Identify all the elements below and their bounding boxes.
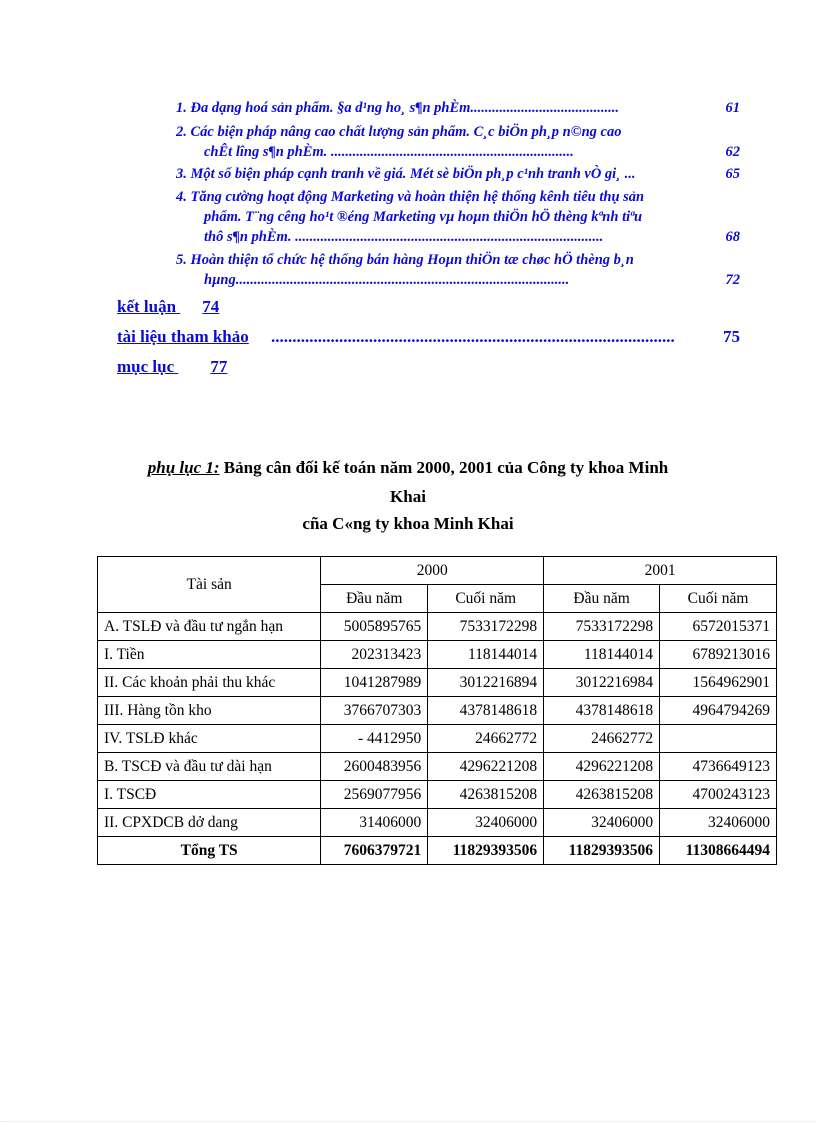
cell-value: 7533172298 bbox=[544, 613, 660, 641]
cell-value: 5005895765 bbox=[321, 613, 428, 641]
row-label: I. Tiền bbox=[98, 641, 321, 669]
table-row bbox=[98, 697, 777, 725]
toc-entry-text: chÊt lîng s¶n phÈm. ................................................................... bbox=[204, 144, 574, 160]
appendix-subtitle: cña C«ng ty khoa Minh Khai bbox=[302, 514, 514, 533]
toc-top-label: kết luận bbox=[117, 297, 177, 316]
toc-top-page: 77 bbox=[210, 357, 228, 376]
appendix-title bbox=[0, 456, 816, 480]
column-subheader: Cuối năm bbox=[660, 585, 777, 613]
toc-entry-text: 2. Các biện pháp nâng cao chất lượng sản phẩm. C¸c biÖn ph¸p n©ng cao bbox=[176, 124, 622, 140]
column-header-year: 2000 bbox=[321, 557, 544, 585]
cell-value: 1564962901 bbox=[660, 669, 777, 697]
toc-entry-text: 4. Tăng cường hoạt động Marketing và hoàn thiện hệ thống kênh tiêu thụ sản bbox=[176, 189, 645, 205]
toc-top-label: mục lục bbox=[117, 357, 175, 376]
table-row bbox=[98, 641, 777, 669]
table-total-row bbox=[98, 837, 777, 865]
balance-sheet-table bbox=[97, 556, 777, 865]
cell-value: 6789213016 bbox=[660, 641, 777, 669]
total-value: 7606379721 bbox=[321, 837, 428, 865]
cell-value: 32406000 bbox=[428, 809, 544, 837]
cell-value: 4296221208 bbox=[428, 753, 544, 781]
appendix-title-line1: Bảng cân đối kế toán năm 2000, 2001 của Công ty khoa Minh bbox=[219, 458, 669, 477]
toc-item-ket-luan[interactable] bbox=[117, 296, 237, 318]
toc-page-number: 65 bbox=[725, 166, 740, 182]
table-row bbox=[98, 809, 777, 837]
cell-value: 24662772 bbox=[428, 725, 544, 753]
row-label: III. Hàng tồn kho bbox=[98, 697, 321, 725]
cell-value: 202313423 bbox=[321, 641, 428, 669]
cell-value: 3766707303 bbox=[321, 697, 428, 725]
cell-value: 2600483956 bbox=[321, 753, 428, 781]
row-label: I. TSCĐ bbox=[98, 781, 321, 809]
toc-item-tai-lieu-tham-khao[interactable] bbox=[117, 326, 740, 348]
column-subheader: Đầu năm bbox=[544, 585, 660, 613]
toc-page-number: 72 bbox=[725, 272, 740, 288]
toc-entry-text: 3. Một số biện pháp cạnh tranh về giá. Mét sè biÖn ph¸p c¹nh tranh vÒ gi¸ ... bbox=[176, 166, 636, 182]
toc-entry-text: phẩm. T¨ng cêng ho¹t ®éng Marketing vµ hoµn thiÖn hÖ thèng kªnh tiªu bbox=[204, 209, 643, 225]
cell-value: 2569077956 bbox=[321, 781, 428, 809]
toc-top-page: 75 bbox=[723, 327, 740, 346]
cell-value: 4964794269 bbox=[660, 697, 777, 725]
cell-value: 4378148618 bbox=[544, 697, 660, 725]
cell-value: 32406000 bbox=[660, 809, 777, 837]
table-row bbox=[98, 669, 777, 697]
cell-value: 4736649123 bbox=[660, 753, 777, 781]
cell-value: 4700243123 bbox=[660, 781, 777, 809]
cell-value: 3012216984 bbox=[544, 669, 660, 697]
cell-value: 24662772 bbox=[544, 725, 660, 753]
row-label: IV. TSLĐ khác bbox=[98, 725, 321, 753]
cell-value: 118144014 bbox=[428, 641, 544, 669]
cell-value: 4296221208 bbox=[544, 753, 660, 781]
appendix-lead: phụ lục 1: bbox=[147, 458, 220, 477]
table-row bbox=[98, 753, 777, 781]
toc-top-label: tài liệu tham khảo bbox=[117, 327, 249, 346]
cell-value: - 4412950 bbox=[321, 725, 428, 753]
cell-value: 118144014 bbox=[544, 641, 660, 669]
toc-page-number: 62 bbox=[725, 144, 740, 160]
cell-value: 4263815208 bbox=[428, 781, 544, 809]
table-row bbox=[98, 613, 777, 641]
cell-value: 32406000 bbox=[544, 809, 660, 837]
cell-value: 7533172298 bbox=[428, 613, 544, 641]
total-value: 11308664494 bbox=[660, 837, 777, 865]
toc-entry-text: thô s¶n phÈm. ..................................................................................... bbox=[204, 229, 604, 245]
toc-entry-text: hµng............................................................................................ bbox=[204, 272, 570, 288]
toc-top-leader: ............................................................................................... bbox=[271, 327, 675, 346]
column-subheader: Cuối năm bbox=[428, 585, 544, 613]
table-row bbox=[98, 725, 777, 753]
column-subheader: Đầu năm bbox=[321, 585, 428, 613]
row-label: A. TSLĐ và đầu tư ngắn hạn bbox=[98, 613, 321, 641]
total-value: 11829393506 bbox=[428, 837, 544, 865]
table-row bbox=[98, 781, 777, 809]
toc-page-number: 61 bbox=[725, 100, 740, 116]
toc-top-page: 74 bbox=[202, 297, 220, 316]
toc-entry-text: 1. Đa dạng hoá sản phẩm. §a d¹ng ho¸ s¶n phÈm......................................... bbox=[176, 100, 620, 116]
cell-value: 4263815208 bbox=[544, 781, 660, 809]
cell-value: 1041287989 bbox=[321, 669, 428, 697]
toc-entry-text: 5. Hoàn thiện tổ chức hệ thống bán hàng Hoµn thiÖn tæ chøc hÖ thèng b¸n bbox=[176, 252, 634, 268]
row-label: II. CPXDCB dở dang bbox=[98, 809, 321, 837]
cell-value: 6572015371 bbox=[660, 613, 777, 641]
cell-value: 31406000 bbox=[321, 809, 428, 837]
cell-value bbox=[660, 725, 777, 753]
column-header-year: 2001 bbox=[544, 557, 777, 585]
cell-value: 4378148618 bbox=[428, 697, 544, 725]
page-bottom-border bbox=[0, 1121, 816, 1122]
table-header-row bbox=[98, 557, 777, 585]
total-label: Tổng TS bbox=[98, 837, 321, 865]
row-label: II. Các khoản phải thu khác bbox=[98, 669, 321, 697]
appendix-title-continuation: Khai bbox=[390, 487, 426, 506]
toc-item-muc-luc[interactable] bbox=[117, 356, 237, 378]
row-label: B. TSCĐ và đầu tư dài hạn bbox=[98, 753, 321, 781]
total-value: 11829393506 bbox=[544, 837, 660, 865]
cell-value: 3012216894 bbox=[428, 669, 544, 697]
toc-page-number: 68 bbox=[725, 229, 740, 245]
column-header-assets: Tài sản bbox=[98, 557, 321, 613]
